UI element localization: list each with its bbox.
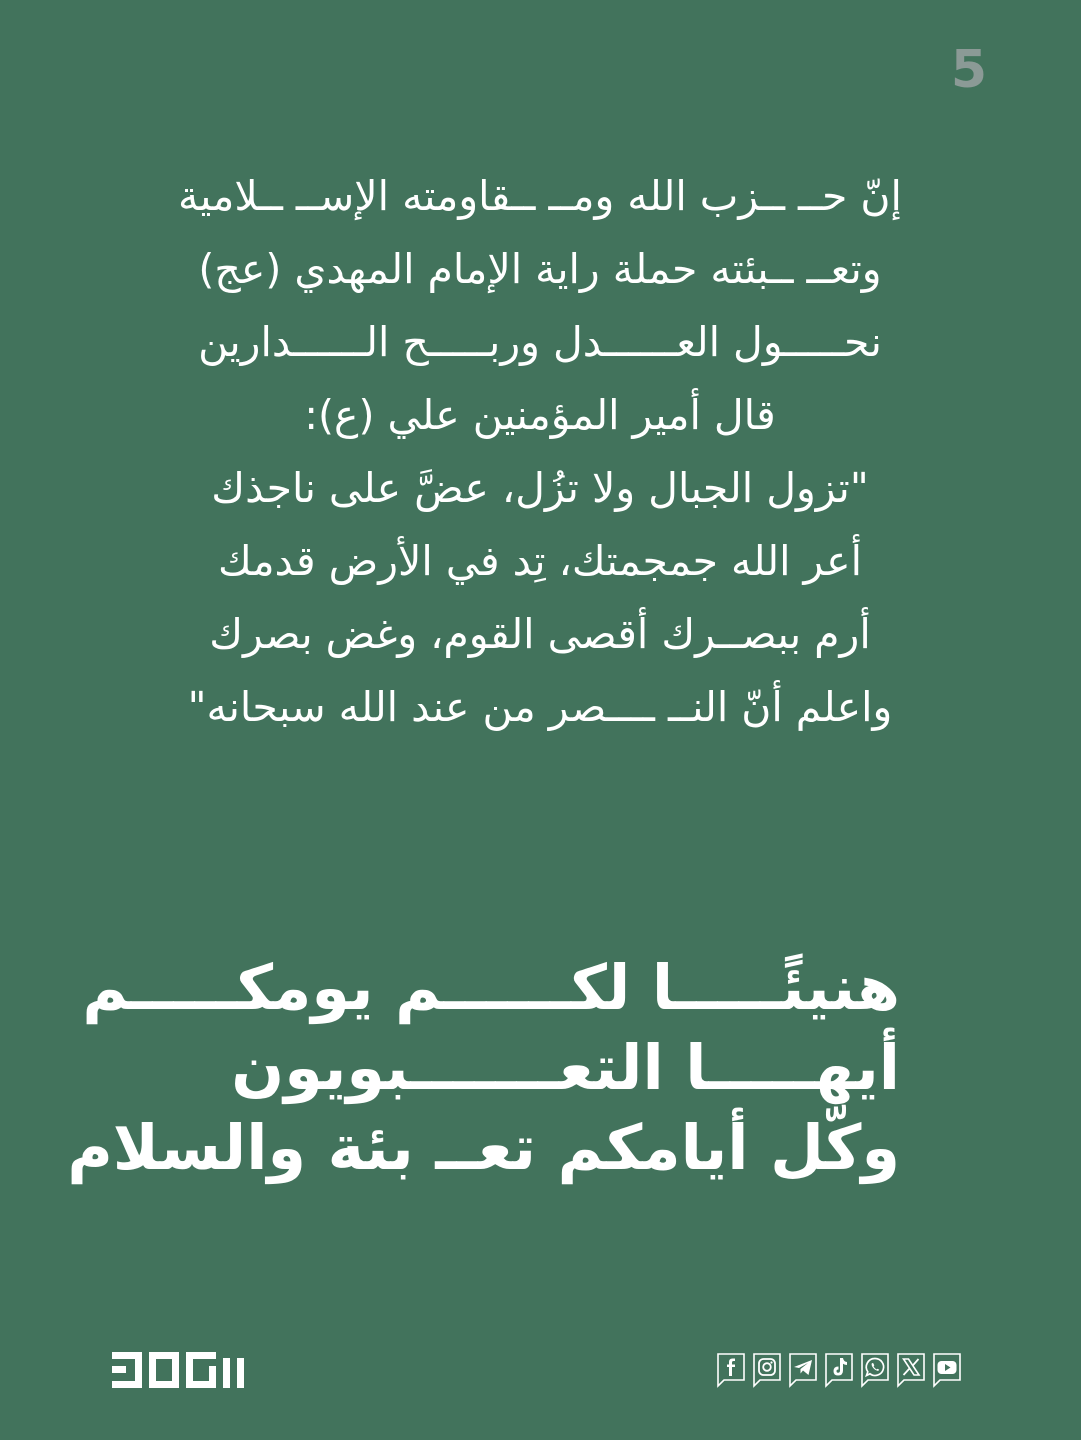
social-links (716, 1352, 962, 1392)
closing-message (67, 948, 900, 1188)
text-line: إنّ حــ ــزب الله ومــ ــقاومته الإســ ــلامية (178, 172, 902, 220)
text-line: وتعــ ــبئته حملة راية الإمام المهدي (عج) (198, 245, 882, 293)
tiktok-icon[interactable] (824, 1352, 854, 1388)
x-icon[interactable] (896, 1352, 926, 1388)
closing-line: وكّل أيامكم تعــ بئة والسلام (67, 1111, 900, 1184)
youtube-icon[interactable] (932, 1352, 962, 1388)
closing-line: أيهـــــا التعـــــــبويون (231, 1031, 900, 1104)
whatsapp-icon[interactable] (860, 1352, 890, 1388)
page-number: 5 (950, 40, 987, 100)
closing-line: هنيئًـــــا لكــــــم يومكـــــم (82, 951, 900, 1024)
text-line: واعلم أنّ النــ ــــصر من عند الله سبحانه" (187, 683, 893, 731)
text-line: "تزول الجبال ولا تزُل، عضَّ على ناجذك (211, 464, 869, 512)
text-line: أرم ببصــرك أقصى القوم، وغض بصرك (209, 610, 871, 658)
facebook-icon[interactable] (716, 1352, 746, 1388)
text-line: قال أمير المؤمنين علي (ع): (304, 391, 776, 439)
quote-text (100, 160, 980, 744)
telegram-icon[interactable] (788, 1352, 818, 1388)
text-line: نحـــــول العــــــدل وربـــــح الــــــدارين (198, 318, 882, 366)
instagram-icon[interactable] (752, 1352, 782, 1388)
text-line: أعر الله جمجمتك، تِد في الأرض قدمك (218, 537, 862, 585)
brand-logo (112, 1352, 244, 1388)
